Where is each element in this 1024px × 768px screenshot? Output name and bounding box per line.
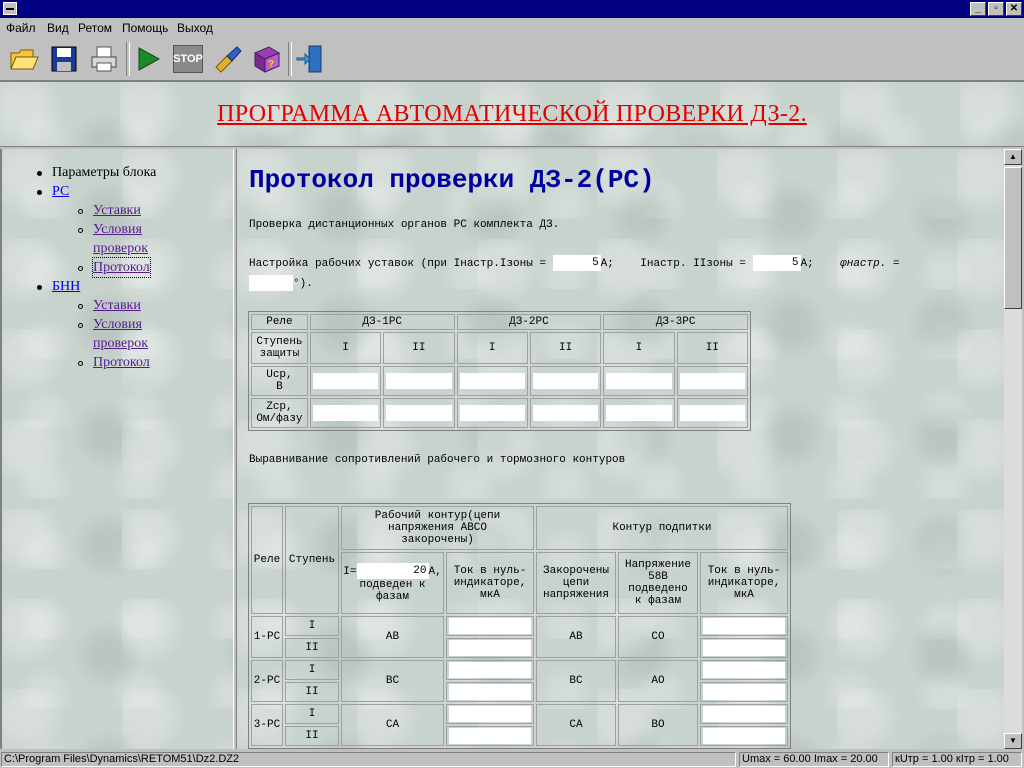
stop-icon: STOP	[173, 45, 203, 73]
vertical-scrollbar[interactable]	[1004, 149, 1022, 749]
menu-help[interactable]: Помощь	[122, 21, 169, 35]
stage-header: Ступень	[285, 506, 339, 614]
phi-unit: °).	[293, 277, 313, 290]
setup-label: Настройка рабочих уставок (при Iнастр.Iзоны =	[249, 257, 547, 270]
zcp-input-cell[interactable]	[310, 398, 381, 428]
svg-text:?: ?	[268, 59, 275, 70]
zcp-input-cell[interactable]	[530, 398, 601, 428]
status-bar	[0, 750, 1024, 768]
nav-rs-link[interactable]: РС	[52, 184, 70, 199]
izone1-unit: А;	[600, 257, 614, 270]
izone1-current-input[interactable]: 5	[553, 255, 601, 271]
bullet-icon	[37, 285, 42, 290]
exit-door-icon	[295, 44, 325, 74]
null-current2-input-cell[interactable]	[700, 616, 788, 636]
relay-header: Реле	[251, 314, 308, 330]
nav-bnn-protocol-link[interactable]: Протокол	[93, 355, 150, 370]
phi-label: φнастр. =	[840, 257, 900, 270]
nav-rs-settings-link[interactable]: Уставки	[93, 203, 141, 218]
help-book-icon	[251, 45, 281, 73]
relay-header: Реле	[251, 506, 283, 614]
phase-cell: СА	[341, 704, 444, 746]
stage-cell: II	[677, 332, 748, 364]
program-title: ПРОГРАММА АВТОМАТИЧЕСКОЙ ПРОВЕРКИ ДЗ-2.	[217, 100, 807, 127]
program-banner	[0, 80, 1024, 146]
null-current-input-cell[interactable]	[446, 660, 534, 680]
phase-cell: ВС	[341, 660, 444, 702]
relay-cell: 1-РС	[251, 616, 283, 658]
stage-cell: I	[310, 332, 381, 364]
null-current-input-cell[interactable]	[446, 616, 534, 636]
ucp-input-cell[interactable]	[603, 366, 674, 396]
print-icon	[89, 45, 119, 73]
null-current2-input-cell[interactable]	[700, 726, 788, 746]
stage-cell: II	[285, 726, 339, 746]
stage-header: Ступень защиты	[251, 332, 308, 364]
null-current2-input-cell[interactable]	[700, 638, 788, 658]
scroll-up-button[interactable]: ▲	[1004, 149, 1022, 165]
stage-cell: I	[603, 332, 674, 364]
minimize-button[interactable]: _	[970, 2, 986, 16]
setup-line-2	[249, 275, 313, 291]
nav-bnn-link[interactable]: БНН	[52, 279, 81, 294]
null-current2-input-cell[interactable]	[700, 660, 788, 680]
bullet-icon	[37, 171, 42, 176]
zcp-input-cell[interactable]	[383, 398, 454, 428]
stage-cell: I	[285, 616, 339, 636]
null-current2-input-cell[interactable]	[700, 682, 788, 702]
status-limits: Umax = 60.00 Imax = 20.00	[739, 752, 889, 767]
ucp-input-cell[interactable]	[530, 366, 601, 396]
align-text: Выравнивание сопротивлений рабочего и тормозного контуров	[249, 454, 626, 466]
settings-table	[248, 311, 751, 431]
null-current-header: Ток в нуль- индикаторе, мкА	[446, 552, 534, 614]
circle-bullet-icon	[78, 304, 83, 309]
exit-button[interactable]	[292, 42, 328, 76]
document-pane	[237, 149, 1004, 749]
navigation-pane	[0, 149, 233, 749]
scroll-thumb[interactable]	[1004, 167, 1022, 309]
open-icon	[9, 45, 39, 73]
null-current-input-cell[interactable]	[446, 704, 534, 724]
zcp-header: Zср, Ом/фазу	[251, 398, 308, 428]
paint-icon	[213, 45, 243, 73]
nav-block-params: Параметры блока	[52, 165, 157, 180]
stage-cell: I	[285, 660, 339, 680]
document-title: Протокол проверки ДЗ-2(РС)	[249, 165, 655, 195]
nav-rs-conditions-link-line2[interactable]: проверок	[93, 241, 149, 256]
menu-view[interactable]: Вид	[47, 21, 69, 35]
izone2-label: Iнастр. IIзоны =	[640, 257, 746, 270]
help-button[interactable]	[248, 42, 284, 76]
group-header: ДЗ-1РС	[310, 314, 455, 330]
print-button[interactable]	[86, 42, 122, 76]
null-current-input-cell[interactable]	[446, 726, 534, 746]
ucp-header: Uср, В	[251, 366, 308, 396]
menu-exit[interactable]: Выход	[177, 21, 213, 35]
voltage-cell: АО	[618, 660, 698, 702]
phase-cell: АВ	[341, 616, 444, 658]
scroll-down-button[interactable]: ▼	[1004, 733, 1022, 749]
menu-bar	[0, 18, 1024, 38]
phi-angle-input[interactable]	[249, 275, 293, 291]
circle-bullet-icon	[78, 209, 83, 214]
null-current-input-cell[interactable]	[446, 682, 534, 702]
close-button[interactable]: ✕	[1006, 2, 1022, 16]
restore-button[interactable]: ▫	[988, 2, 1004, 16]
intro-text: Проверка дистанционных органов РС комплекта ДЗ.	[249, 219, 560, 231]
stage-cell: I	[457, 332, 528, 364]
menu-file[interactable]: Файл	[6, 21, 36, 35]
shorted-cell: АВ	[536, 616, 616, 658]
nav-bnn-settings-link[interactable]: Уставки	[93, 298, 141, 313]
bullet-icon	[37, 190, 42, 195]
applied-current-header: I= 20 А, подведен к фазам	[341, 552, 444, 614]
run-button[interactable]	[130, 42, 166, 76]
izone2-unit: А;	[800, 257, 814, 270]
nav-rs-protocol-link[interactable]: Протокол	[93, 260, 150, 275]
toolbar	[0, 38, 1024, 81]
voltage-header: Напряжение 58В подведено к фазам	[618, 552, 698, 614]
stage-cell: II	[530, 332, 601, 364]
status-coefficients: кUтр = 1.00 кIтр = 1.00	[892, 752, 1022, 767]
test-current-input[interactable]: 20	[357, 563, 429, 579]
circle-bullet-icon	[78, 228, 83, 233]
circle-bullet-icon	[78, 361, 83, 366]
ucp-input-cell[interactable]	[310, 366, 381, 396]
null-current-input-cell[interactable]	[446, 638, 534, 658]
alignment-table	[248, 503, 791, 749]
null-current2-input-cell[interactable]	[700, 704, 788, 724]
shorted-cell: СА	[536, 704, 616, 746]
shorted-cell: ВС	[536, 660, 616, 702]
save-button[interactable]	[46, 42, 82, 76]
shorted-header: Закорочены цепи напряжения	[536, 552, 616, 614]
voltage-cell: СО	[618, 616, 698, 658]
voltage-cell: ВО	[618, 704, 698, 746]
stop-button[interactable]	[170, 42, 206, 76]
nav-bnn-conditions-link[interactable]: Условия	[93, 317, 142, 332]
window-title-bar	[0, 0, 1024, 18]
stage-cell: I	[285, 704, 339, 724]
circle-bullet-icon	[78, 323, 83, 328]
paint-button[interactable]	[210, 42, 246, 76]
ucp-input-cell[interactable]	[383, 366, 454, 396]
stage-cell: II	[285, 682, 339, 702]
relay-cell: 3-РС	[251, 704, 283, 746]
work-circuit-header: Рабочий контур(цепи напряжения АВСО закорочены)	[341, 506, 534, 550]
zcp-input-cell[interactable]	[603, 398, 674, 428]
stage-cell: II	[285, 638, 339, 658]
ucp-input-cell[interactable]	[677, 366, 748, 396]
izone2-current-input[interactable]: 5	[753, 255, 801, 271]
system-menu-icon[interactable]	[3, 2, 17, 15]
relay-cell: 2-РС	[251, 660, 283, 702]
circle-bullet-icon	[78, 266, 83, 271]
group-header: ДЗ-3РС	[603, 314, 748, 330]
setup-line	[249, 255, 900, 271]
zcp-input-cell[interactable]	[457, 398, 528, 428]
stage-cell: II	[383, 332, 454, 364]
null-current2-header: Ток в нуль- индикаторе, мкА	[700, 552, 788, 614]
open-button[interactable]	[6, 42, 42, 76]
feed-circuit-header: Контур подпитки	[536, 506, 788, 550]
group-header: ДЗ-2РС	[457, 314, 602, 330]
play-icon	[134, 45, 162, 73]
save-icon	[50, 45, 78, 73]
ucp-input-cell[interactable]	[457, 366, 528, 396]
status-file-path: C:\Program Files\Dynamics\RETOM51\Dz2.DZ2	[1, 752, 736, 767]
nav-bnn-conditions-link-line2[interactable]: проверок	[93, 336, 149, 351]
menu-retom[interactable]: Ретом	[78, 21, 113, 35]
zcp-input-cell[interactable]	[677, 398, 748, 428]
nav-rs-conditions-link[interactable]: Условия	[93, 222, 142, 237]
